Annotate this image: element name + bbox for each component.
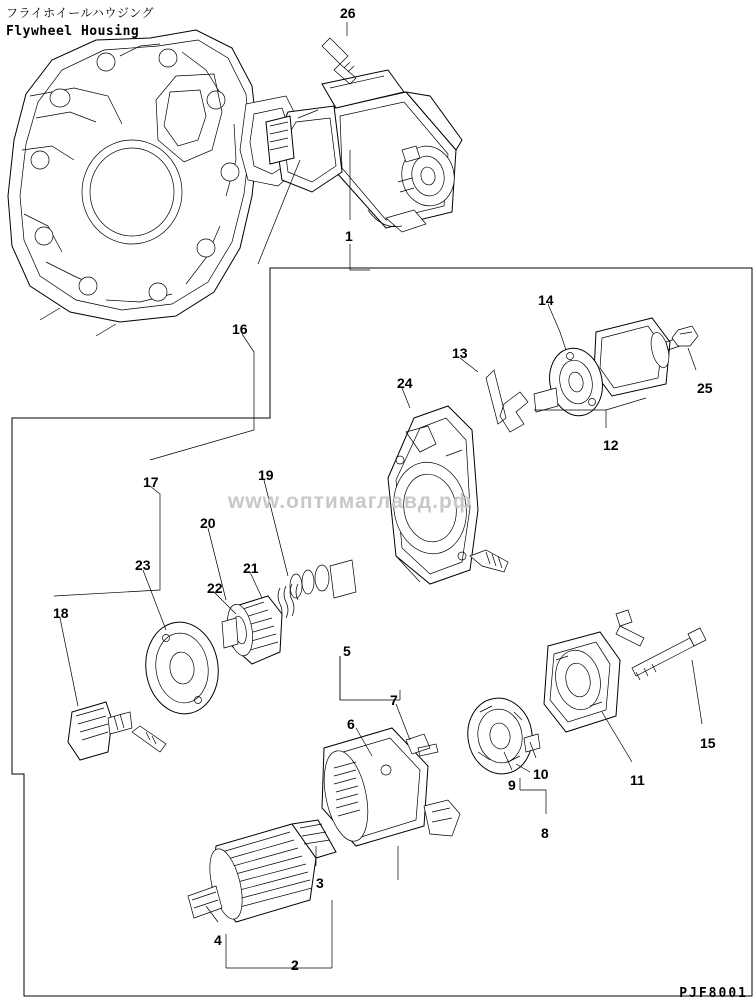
watermark-text: www.оптимаглавд.рф — [228, 490, 473, 513]
callout-24: 24 — [397, 375, 413, 391]
callout-20: 20 — [200, 515, 216, 531]
flywheel-housing-drawing — [8, 30, 258, 336]
callout-23: 23 — [135, 557, 151, 573]
callout-16: 16 — [232, 321, 248, 337]
field-frame-yoke-drawing — [317, 728, 460, 846]
bolt-11-drawing — [616, 610, 644, 646]
overrunning-clutch-drawing — [222, 596, 282, 664]
drawing-number: PJF8001 — [679, 986, 748, 1001]
title-english: Flywheel Housing — [6, 24, 140, 39]
callout-3: 3 — [316, 875, 324, 891]
callout-19: 19 — [258, 467, 274, 483]
callout-2: 2 — [291, 957, 299, 973]
callout-6: 6 — [347, 716, 355, 732]
callout-21: 21 — [243, 560, 259, 576]
callout-5: 5 — [343, 643, 351, 659]
through-bolt-drawing — [632, 628, 706, 680]
callout-9: 9 — [508, 777, 516, 793]
callout-17: 17 — [143, 474, 159, 490]
solenoid-assembly-drawing — [486, 318, 698, 432]
callout-13: 13 — [452, 345, 468, 361]
callout-15: 15 — [700, 735, 716, 751]
callout-26: 26 — [340, 5, 356, 21]
callout-4: 4 — [214, 932, 222, 948]
shaft-small-parts-drawing — [278, 560, 356, 620]
starter-motor-assembly-drawing — [266, 70, 462, 232]
callout-22: 22 — [207, 580, 223, 596]
callout-14: 14 — [538, 292, 554, 308]
callout-25: 25 — [697, 380, 713, 396]
bolt-26-drawing — [322, 38, 356, 84]
callout-7: 7 — [390, 692, 398, 708]
callout-11: 11 — [630, 772, 645, 788]
callout-18: 18 — [53, 605, 69, 621]
title-japanese: フライホイールハウジング — [6, 6, 155, 20]
callout-1: 1 — [345, 228, 353, 244]
brush-holder-ring-drawing — [462, 693, 540, 779]
callout-8: 8 — [541, 825, 549, 841]
terminal-stud-drawing — [68, 702, 132, 760]
drive-end-housing-drawing — [387, 406, 508, 584]
commutator-end-cover-drawing — [544, 632, 620, 732]
armature-drawing — [188, 820, 336, 922]
callout-12: 12 — [603, 437, 619, 453]
callout-10: 10 — [533, 766, 549, 782]
end-cover-plate-drawing — [132, 617, 224, 752]
